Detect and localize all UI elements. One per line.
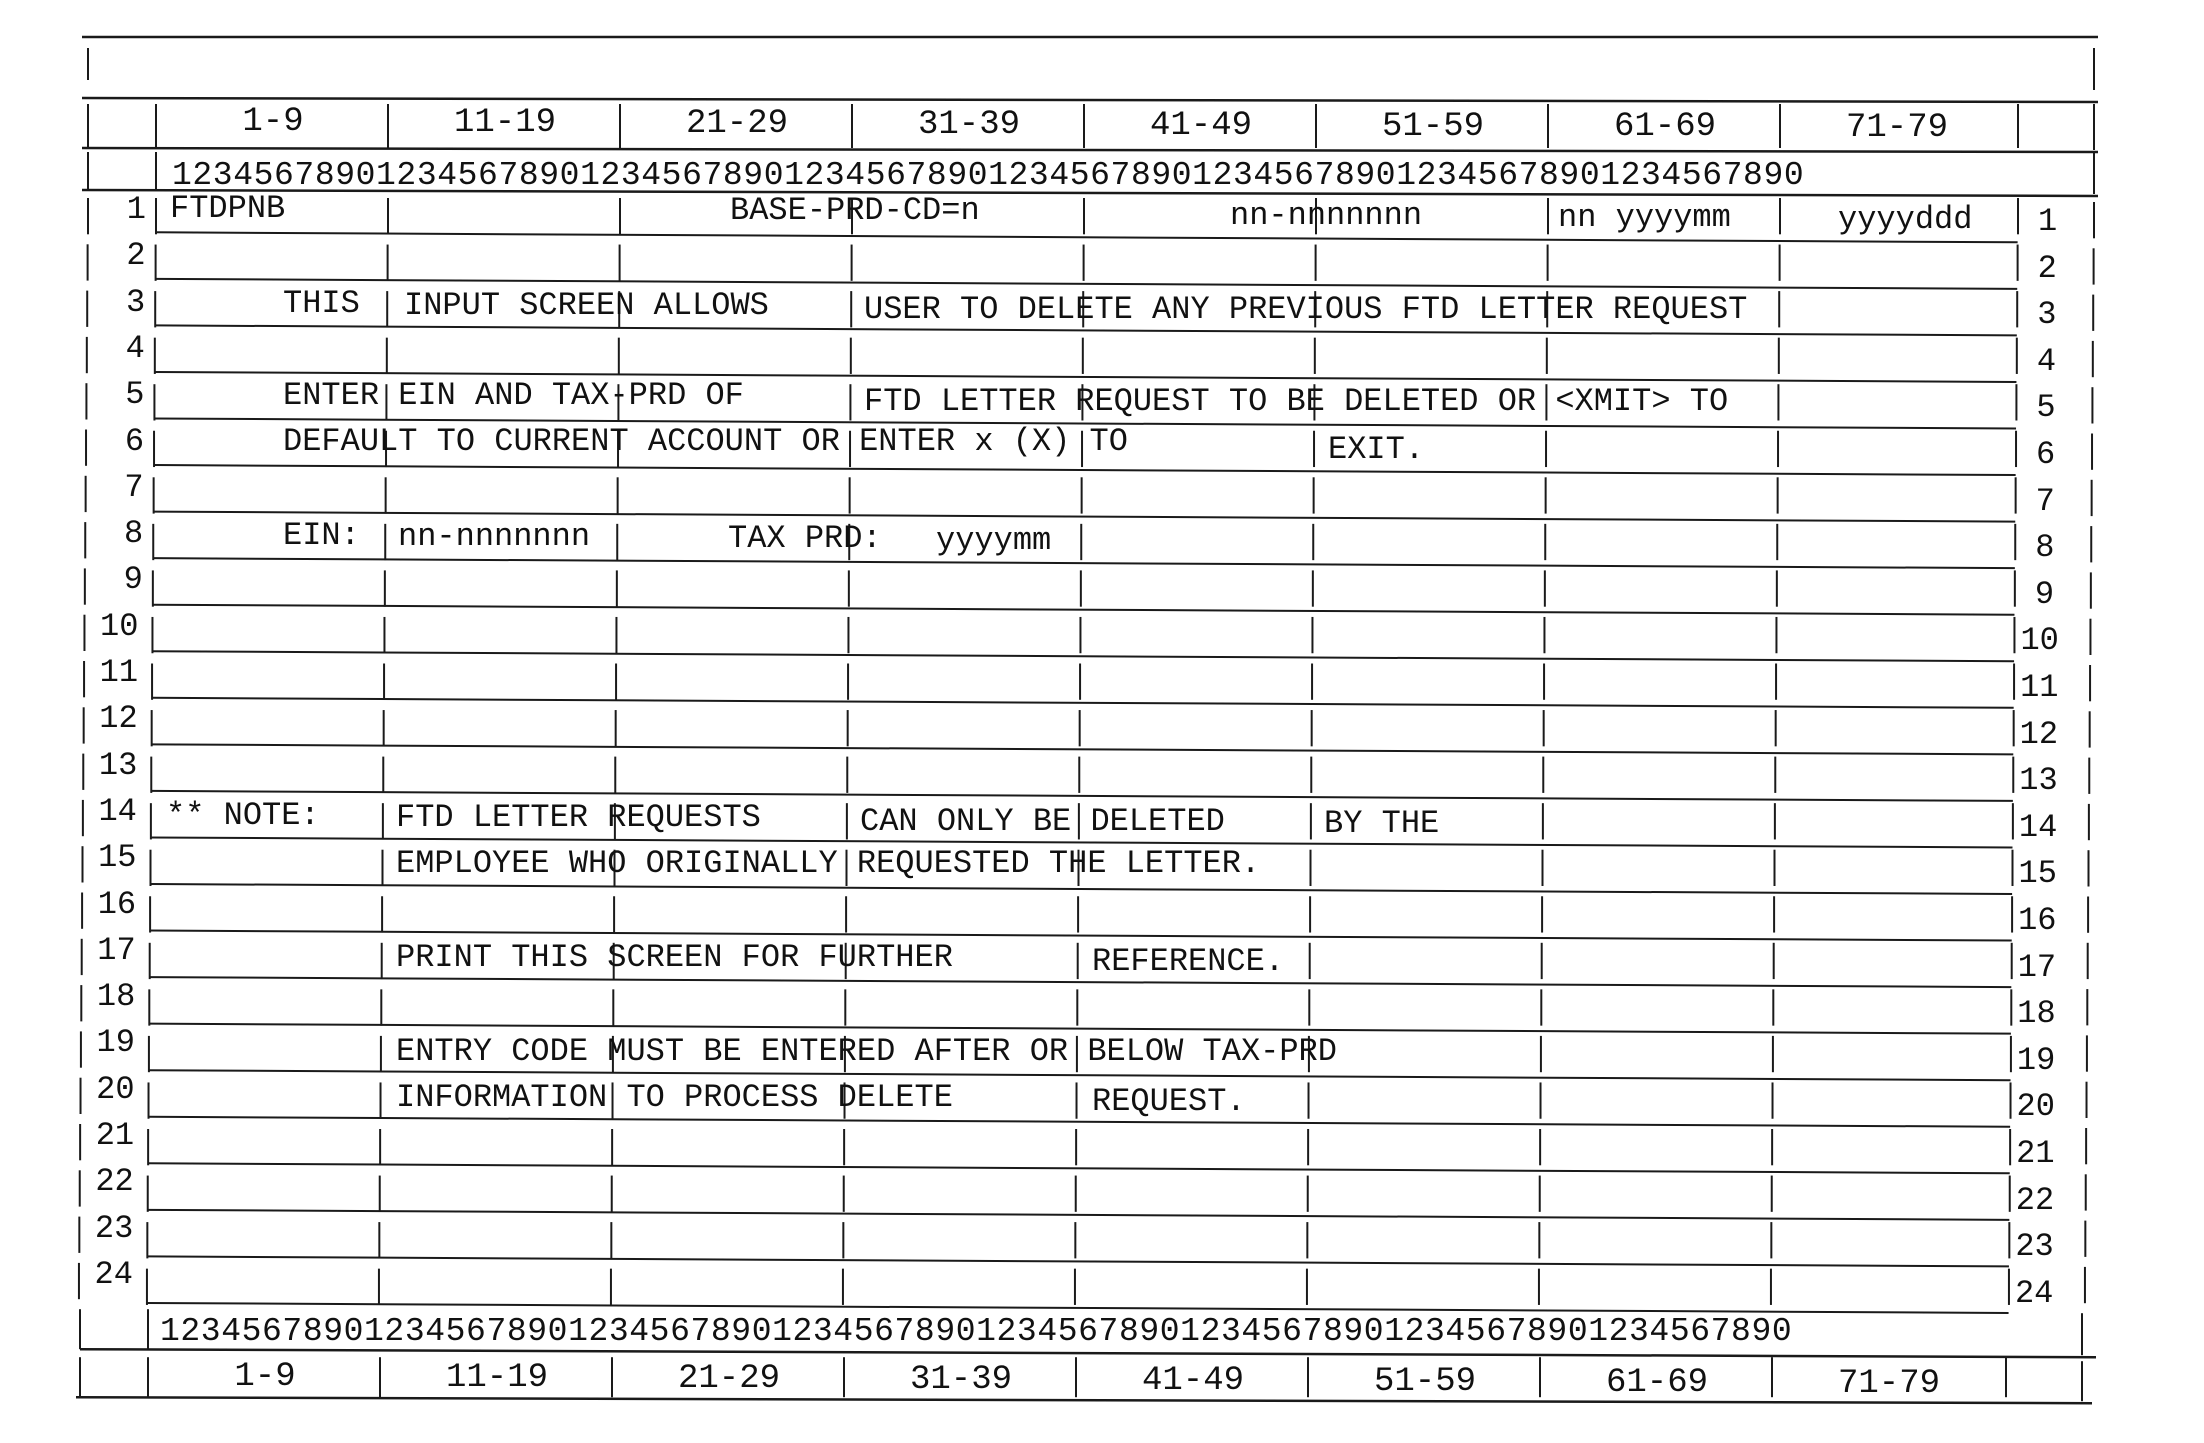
- row-number-right: 7: [2035, 482, 2055, 520]
- row-baseline: [152, 651, 2014, 661]
- row-number-left: 20: [96, 1070, 135, 1108]
- row-number-right: 6: [2036, 436, 2056, 473]
- top-column-header: 31-39: [917, 105, 1021, 144]
- row-baseline: [147, 1210, 2009, 1220]
- instruction-line-3c: USER TO DELETE ANY PREVIOUS FTD LETTER REQUEST: [864, 291, 1748, 328]
- ein-label: EIN:: [283, 517, 360, 554]
- row-number-left: 11: [99, 654, 139, 691]
- row-number-right: 19: [2016, 1041, 2056, 1079]
- row-baseline: [147, 1303, 2009, 1313]
- row-baseline: [149, 977, 2011, 987]
- row-number-left: 2: [126, 237, 146, 275]
- row-number-right: 21: [2016, 1135, 2055, 1172]
- row-number-right: 20: [2016, 1088, 2055, 1126]
- row-number-right: 22: [2015, 1181, 2055, 1219]
- row-number-right: 10: [2020, 622, 2059, 660]
- row-number-left: 21: [95, 1117, 135, 1154]
- row-number-left: 18: [96, 978, 136, 1016]
- note-line-14c: BY THE: [1324, 805, 1440, 842]
- top-digit-ruler: 12345678901234567890123456789012345678901234567890123456789012345678901234567890: [172, 157, 1805, 194]
- row-number-left: 15: [98, 839, 137, 877]
- period-display-field: nn yyyymm: [1558, 199, 1731, 236]
- print-instruction-a: PRINT THIS SCREEN FOR FURTHER: [396, 939, 953, 976]
- process-instruction-b: REQUEST.: [1092, 1083, 1246, 1120]
- note-line-15: EMPLOYEE WHO ORIGINALLY REQUESTED THE LETTER.: [396, 845, 1261, 882]
- row-number-right: 16: [2018, 902, 2057, 939]
- row-number-right: 14: [2018, 808, 2058, 846]
- row-number-right: 18: [2017, 995, 2056, 1033]
- note-label: ** NOTE:: [166, 797, 320, 834]
- top-column-header: 71-79: [1845, 109, 1949, 148]
- top-column-header: 41-49: [1149, 106, 1253, 145]
- tax-prd-label: TAX PRD:: [728, 520, 882, 557]
- row-baseline: [153, 558, 2015, 568]
- top-column-header: 21-29: [685, 104, 789, 143]
- row-baseline: [150, 884, 2012, 894]
- row-number-right: 3: [2037, 296, 2057, 334]
- row-number-left: 9: [123, 561, 143, 599]
- row-number-left: 19: [96, 1024, 135, 1062]
- row-number-right: 5: [2036, 389, 2056, 427]
- top-column-header: 1-9: [242, 103, 304, 141]
- row-baseline: [156, 232, 2018, 242]
- row-number-left: 6: [124, 422, 145, 460]
- bottom-column-header: 41-49: [1141, 1361, 1245, 1400]
- top-column-header: 11-19: [453, 103, 557, 142]
- row-number-left: 14: [98, 792, 137, 830]
- row-number-left: 3: [126, 283, 146, 321]
- row-number-left: 13: [98, 746, 138, 784]
- instruction-line-6b: EXIT.: [1328, 431, 1425, 468]
- ein-display-field: nn-nnnnnnn: [1230, 197, 1423, 234]
- row-number-left: 16: [97, 885, 137, 923]
- process-instruction-a: INFORMATION TO PROCESS DELETE: [396, 1079, 953, 1116]
- row-number-right: 23: [2015, 1228, 2054, 1266]
- row-number-left: 17: [97, 931, 136, 969]
- row-number-left: 8: [124, 515, 144, 553]
- row-number-left: 5: [125, 376, 145, 414]
- bottom-digit-ruler: 12345678901234567890123456789012345678901234567890123456789012345678901234567890: [160, 1313, 1793, 1350]
- top-column-header: 61-69: [1613, 108, 1717, 147]
- instruction-line-3a: THIS: [283, 285, 360, 322]
- instruction-line-5a: ENTER EIN AND TAX-PRD OF: [283, 377, 744, 414]
- bottom-column-header: 51-59: [1373, 1362, 1477, 1401]
- row-number-left: 7: [124, 468, 144, 506]
- entry-code-instruction: ENTRY CODE MUST BE ENTERED AFTER OR BELOW TAX-PRD: [396, 1033, 1337, 1070]
- row-number-left: 23: [94, 1209, 134, 1247]
- bottom-column-header: 31-39: [909, 1360, 1013, 1399]
- row-number-right: 1: [2038, 203, 2058, 240]
- instruction-line-3b: INPUT SCREEN ALLOWS: [404, 287, 769, 324]
- row-baseline: [147, 1256, 2009, 1266]
- row-baseline: [154, 465, 2016, 475]
- row-number-right: 15: [2018, 855, 2057, 893]
- row-baseline: [151, 744, 2013, 754]
- row-baseline: [152, 605, 2014, 615]
- note-line-14b: CAN ONLY BE DELETED: [860, 803, 1225, 840]
- row-number-right: 24: [2014, 1274, 2054, 1312]
- row-number-left: 10: [100, 607, 139, 645]
- row-number-right: 2: [2037, 249, 2057, 287]
- row-number-left: 24: [94, 1255, 133, 1293]
- bottom-column-header: 71-79: [1837, 1364, 1941, 1403]
- top-column-header: 51-59: [1381, 107, 1485, 146]
- print-instruction-b: REFERENCE.: [1092, 943, 1285, 980]
- tax-prd-input-field[interactable]: yyyymm: [936, 522, 1052, 559]
- note-line-14a: FTD LETTER REQUESTS: [396, 799, 761, 836]
- base-prd-code-field: BASE-PRD-CD=n: [730, 192, 980, 229]
- bottom-column-header: 11-19: [445, 1359, 549, 1398]
- header-bottom-line: [82, 148, 2098, 152]
- row-baseline: [148, 1117, 2010, 1127]
- row-number-left: 4: [125, 329, 145, 367]
- instruction-line-6a: DEFAULT TO CURRENT ACCOUNT OR ENTER x (X) TO: [283, 423, 1128, 460]
- date-display-field: yyyyddd: [1838, 201, 1973, 238]
- row-number-right: 4: [2036, 342, 2057, 380]
- row-number-right: 13: [2019, 762, 2058, 800]
- header-top-line: [82, 98, 2098, 102]
- row-number-left: 12: [99, 700, 138, 738]
- ein-input-field[interactable]: nn-nnnnnnn: [398, 518, 591, 555]
- row-baseline: [148, 1163, 2010, 1173]
- instruction-line-5b: FTD LETTER REQUEST TO BE DELETED OR <XMIT> TO: [864, 383, 1729, 420]
- row-number-right: 11: [2020, 669, 2059, 706]
- row-number-right: 9: [2034, 575, 2055, 613]
- row-number-right: 8: [2035, 529, 2055, 567]
- bottom-column-header: 1-9: [234, 1358, 296, 1397]
- row-baseline: [152, 698, 2014, 708]
- row-number-left: 22: [95, 1163, 134, 1201]
- screen-id-label: FTDPNB: [170, 190, 286, 227]
- row-number-right: 17: [2017, 948, 2057, 986]
- bottom-column-header: 61-69: [1605, 1363, 1709, 1402]
- row-number-left: 1: [126, 191, 146, 228]
- row-number-right: 12: [2019, 715, 2059, 753]
- bottom-ruler-line: [80, 1349, 2096, 1357]
- bottom-column-header: 21-29: [677, 1360, 781, 1398]
